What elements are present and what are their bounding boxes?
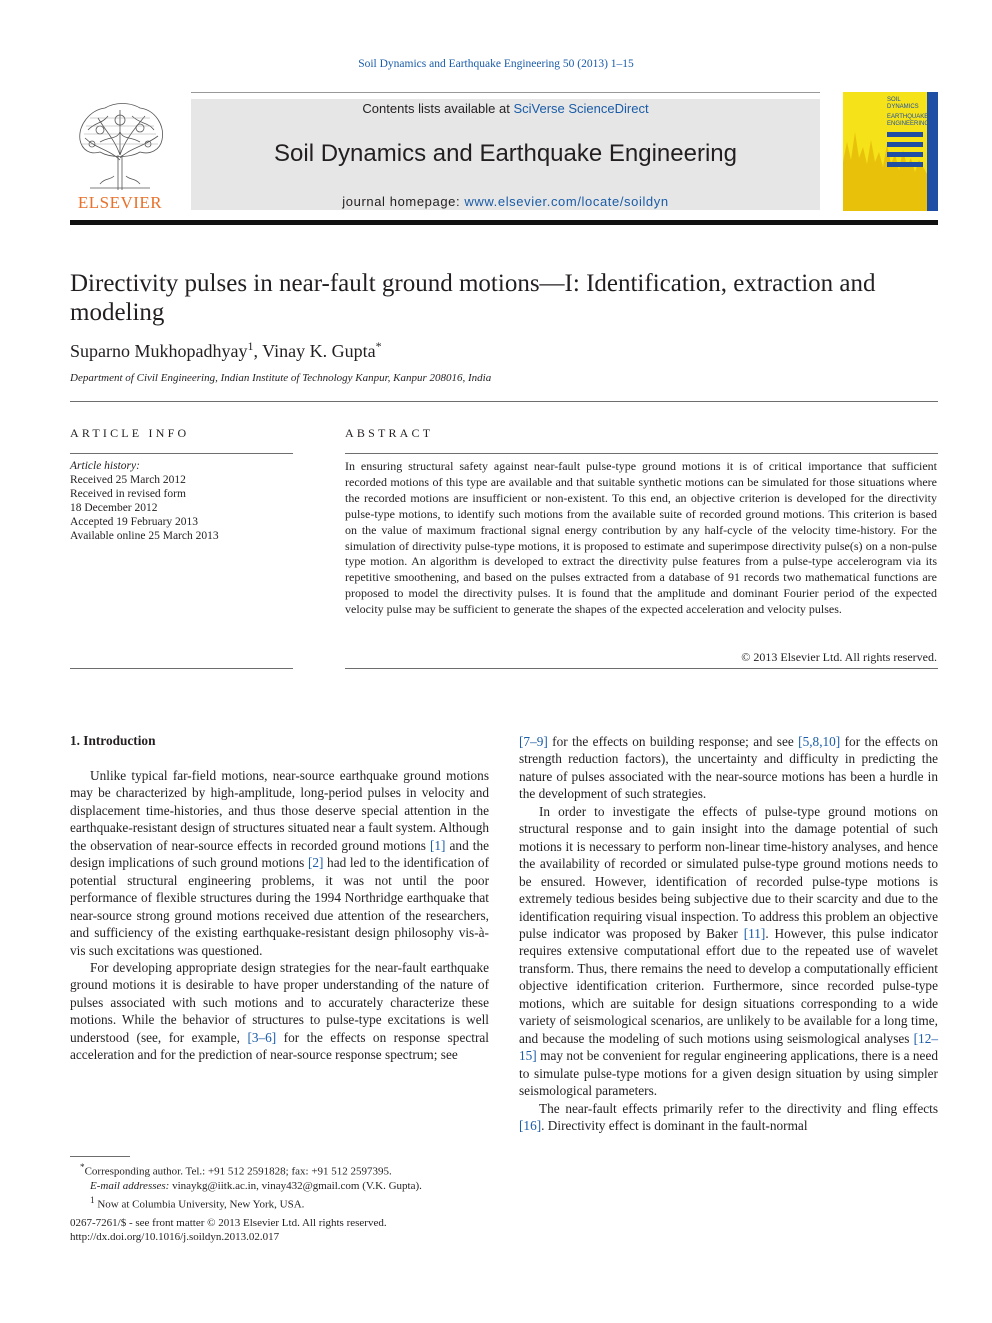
body-text: In order to investigate the effects of pulse-type ground motions on structural response and to gain insight into the damage potential of such motions it is necessary to perform non-linear time-history analyses, and hence the availability of recorded or simulated pulse-type ground motions needs to be ensured. However, identification of recorded pulse-type motions is extremely tedious besides being subjective due to their scarcity and due to the identification requiring visual inspection. To address this problem an objective pulse indicator was proposed by Baker bbox=[519, 803, 938, 941]
article-history bbox=[70, 459, 219, 544]
citation-link[interactable]: [2] bbox=[307, 855, 324, 871]
citation-link[interactable]: [5,8,10] bbox=[798, 734, 841, 749]
elsevier-wordmark: ELSEVIER bbox=[77, 193, 163, 212]
body-text: For developing appropriate design strategies for the near-fault earthquake ground motions it is desirable to have proper understanding of the nature of pulses associated with such motions and to accurately characterize these motions. While the behavior of structures to pulse-type excitations is well understood (see, for example, bbox=[70, 959, 489, 1045]
article-info-rule-top bbox=[70, 453, 293, 454]
abstract-text: In ensuring structural safety against near-fault pulse-type ground motions it is of critical importance that sufficient recorded motions of this type are available and that suitable synthetic motions can be simulated for those situations where the recorded motions are insufficient or non-existent. To this end, an objective criterion is developed for the directivity pulse-type motions, to identify such motions from the available suite of recorded ground motions. This criterion is based on the value of maximum fractional signal energy contribution by any half-cycle of the velocity time-history. For the simulation of directivity pulse-type motions, it is proposed to estimate and superimpose directivity pulse(s) on a non-pulse type motion. An algorithm is developed to extract the directivity pulse features from a pulse-type accelerogram via its repetitive smoothening, and based on the pulses extracted from a database of 91 records two mathematical functions are proposed to model the directivity pulses. It is found that the amplitude and dominant Fourier period of the expected velocity pulse may be sufficient to generate the shapes of the expected acceleration and velocity pulses. bbox=[345, 459, 937, 617]
footnote-corresponding-text: Corresponding author. Tel.: +91 512 2591828; fax: +91 512 2597395. bbox=[84, 1165, 392, 1178]
body-text: for the effects on building response; and see bbox=[547, 734, 799, 749]
cover-line-4: ENGINEERING bbox=[887, 121, 930, 127]
doi-link[interactable]: http://dx.doi.org/10.1016/j.soildyn.2013.02.017 bbox=[70, 1231, 280, 1244]
citation-link[interactable]: [3–6] bbox=[247, 1029, 277, 1045]
footnote-email bbox=[70, 1179, 489, 1193]
body-text: for the effects on response spectral acceleration and for the prediction of near-source response spectrum; see bbox=[70, 1029, 489, 1063]
body-column-left bbox=[70, 767, 489, 1064]
email-label: E-mail addresses: bbox=[90, 1179, 170, 1192]
homepage-prefix: journal homepage: bbox=[342, 194, 465, 209]
body-text: for the effects on strength reduction factors), the uncertainty and difficulty in predicting the nature of pulses associated with the near-source motions has been a hurdle in the development of such strategies. bbox=[519, 734, 938, 802]
abstract-label: ABSTRACT bbox=[345, 426, 434, 440]
body-text: may not be convenient for regular engineering applications, there is a need to simulate pulse-type motions for a given design situation by using simpler seismological parameters. bbox=[519, 1048, 938, 1099]
homepage-line bbox=[191, 194, 820, 209]
history-title: Article history: bbox=[70, 460, 140, 472]
footnote-mark: * bbox=[80, 1162, 85, 1172]
footnote-1-text: Now at Columbia University, New York, USA. bbox=[97, 1198, 305, 1211]
journal-cover[interactable] bbox=[843, 92, 938, 211]
author-1[interactable]: Suparno Mukhopadhyay bbox=[70, 341, 248, 361]
body-text: and the design implications of such ground motions bbox=[70, 837, 489, 871]
citation-link[interactable]: [7–9] bbox=[519, 734, 548, 749]
issn-block bbox=[70, 1216, 387, 1245]
body-text: . Directivity effect is dominant in the fault-normal bbox=[541, 1117, 808, 1133]
history-item: Available online 25 March 2013 bbox=[70, 530, 219, 543]
email-addresses[interactable]: vinaykg@iitk.ac.in, vinay432@gmail.com (V.K. Gupta). bbox=[169, 1179, 422, 1192]
cover-line-3: EARTHQUAKE bbox=[887, 114, 929, 120]
homepage-link[interactable]: www.elsevier.com/locate/soildyn bbox=[464, 194, 669, 209]
history-item: 18 December 2012 bbox=[70, 502, 158, 515]
contents-prefix: Contents lists available at bbox=[362, 101, 514, 116]
abstract-copyright: © 2013 Elsevier Ltd. All rights reserved. bbox=[741, 650, 937, 664]
paragraph bbox=[519, 803, 938, 1100]
article-title: Directivity pulses in near-fault ground motions—I: Identification, extraction and modeling bbox=[70, 270, 876, 326]
footnotes bbox=[70, 1160, 489, 1212]
history-item: Received 25 March 2012 bbox=[70, 474, 186, 487]
paragraph bbox=[70, 959, 489, 1064]
paragraph bbox=[519, 733, 938, 803]
sciencedirect-link[interactable]: SciVerse ScienceDirect bbox=[513, 101, 649, 116]
body-column-right bbox=[519, 733, 938, 1134]
issn-line: 0267-7261/$ - see front matter © 2013 Elsevier Ltd. All rights reserved. bbox=[70, 1217, 387, 1229]
article-info-rule-bottom bbox=[70, 668, 293, 669]
contents-line bbox=[191, 101, 820, 116]
body-text: Unlike typical far-field motions, near-source earthquake ground motions may be characterized by high-amplitude, long-period pulses in velocity and displacement time-histories, and thus those deserve special attention in the earthquake-resistant design of structures situated near a fault system. Although the observation of near-source effects in recorded ground motions bbox=[70, 768, 489, 853]
cover-line-1: SOIL bbox=[887, 97, 901, 103]
cover-line-2: DYNAMICS bbox=[887, 104, 919, 110]
author-2[interactable]: Vinay K. Gupta bbox=[262, 341, 376, 361]
history-item: Received in revised form bbox=[70, 488, 186, 501]
citation-link[interactable]: [12–15] bbox=[519, 1030, 938, 1064]
running-head[interactable]: Soil Dynamics and Earthquake Engineering 50 (2013) 1–15 bbox=[358, 58, 634, 70]
header-rule bbox=[70, 220, 938, 225]
citation-link[interactable]: [11] bbox=[743, 925, 766, 941]
body-text: . However, this pulse indicator requires extensive computational effort due to the repeated use of wavelet transform. Thus, there remains the need to develop a computationally efficient objective identification criterion. Furthermore, since recorded pulse-type motions, which are suitable for design situations corresponding to a wide variety of seismological scenarios, are unlikely to be available for a long time, and because the modeling of such motions using seismological analyses bbox=[519, 925, 939, 1046]
banner-top-rule bbox=[191, 92, 820, 93]
citation-link[interactable]: [1] bbox=[429, 837, 446, 853]
citation-link[interactable]: [16] bbox=[519, 1117, 542, 1133]
abstract-rule-bottom bbox=[345, 668, 938, 669]
author-2-mark[interactable]: * bbox=[375, 339, 382, 353]
journal-title: Soil Dynamics and Earthquake Engineering bbox=[274, 140, 737, 167]
author-list bbox=[70, 339, 382, 362]
history-item: Accepted 19 February 2013 bbox=[70, 516, 199, 529]
affiliation: Department of Civil Engineering, Indian Institute of Technology Kanpur, Kanpur 208016, India bbox=[70, 372, 492, 384]
section-heading-introduction: 1. Introduction bbox=[70, 733, 156, 748]
author-separator: , bbox=[253, 341, 263, 361]
footnote-corresponding bbox=[70, 1160, 489, 1179]
footnote-mark: 1 bbox=[90, 1195, 95, 1206]
body-text: The near-fault effects primarily refer to the directivity and fling effects bbox=[539, 1100, 938, 1116]
author-1-mark[interactable]: 1 bbox=[247, 339, 254, 353]
footnote-1 bbox=[70, 1193, 489, 1212]
article-info-label: ARTICLE INFO bbox=[70, 426, 190, 440]
abstract-rule-top bbox=[345, 453, 938, 454]
paragraph bbox=[70, 767, 489, 959]
paragraph bbox=[519, 1100, 938, 1135]
title-block-rule bbox=[70, 401, 938, 402]
body-text: had led to the identification of potential structural engineering problems, it was not until the poor performance of flexible structures during the 1994 Northridge earthquake that near-source strong ground motions received due attention of the researchers, and sufficiency of the existing earthquake-resistant design philosophy vis-à-vis such excitations was questioned. bbox=[70, 855, 489, 958]
footnote-rule bbox=[70, 1156, 130, 1157]
